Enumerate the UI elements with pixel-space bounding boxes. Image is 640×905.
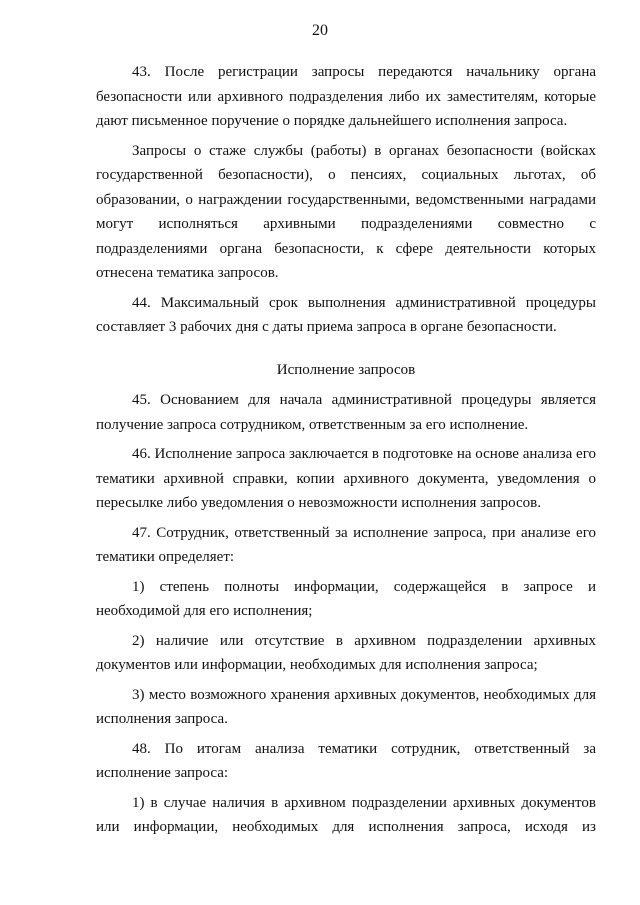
paragraph-43: 43. После регистрации запросы передаются начальнику органа безопасности или архивного подразделения либо их заместителям, которые дают письменное поручение о порядке дальнейшего исполнения запроса. [96,64,596,129]
document-body [96,60,596,845]
paragraph-48: 48. По итогам анализа тематики сотрудник, ответственный за исполнение запроса: [96,740,596,781]
paragraph-45: 45. Основанием для начала административной процедуры является получение запроса сотрудником, ответственным за его исполнение. [96,392,596,433]
paragraph-46: 46. Исполнение запроса заключается в подготовке на основе анализа его тематики архивной справки, копии архивного документа, уведомления о пересылке либо уведомления о невозможности исполнения запросов. [96,446,596,511]
list-item-47-1: 1) степень полноты информации, содержащейся в запросе и необходимой для его исполнения; [96,578,596,619]
paragraph-requests-service-record: Запросы о стаже службы (работы) в органах безопасности (войсках государственной безопасности), о пенсиях, социальных льготах, об образовании, о награждении государственными, ведомственными наградами могут исполняться архивными подразделениями совместно с подразделениями органа безопасности, к сфере деятельности которых отнесена тематика запросов. [96,142,596,281]
list-item-47-3: 3) место возможного хранения архивных документов, необходимых для исполнения запроса. [96,686,596,727]
page-number: 20 [312,22,328,39]
section-heading: Исполнение запросов [276,361,416,378]
paragraph-44: 44. Максимальный срок выполнения административной процедуры составляет 3 рабочих дня с даты приема запроса в органе безопасности. [96,294,596,335]
list-item-47-2: 2) наличие или отсутствие в архивном подразделении архивных документов или информации, необходимых для исполнения запроса; [96,632,596,673]
paragraph-47: 47. Сотрудник, ответственный за исполнение запроса, при анализе его тематики определяет: [96,524,596,565]
list-item-48-1: 1) в случае наличия в архивном подразделении архивных документов или информации, необходимых для исполнения запроса, исходя из [96,794,596,835]
